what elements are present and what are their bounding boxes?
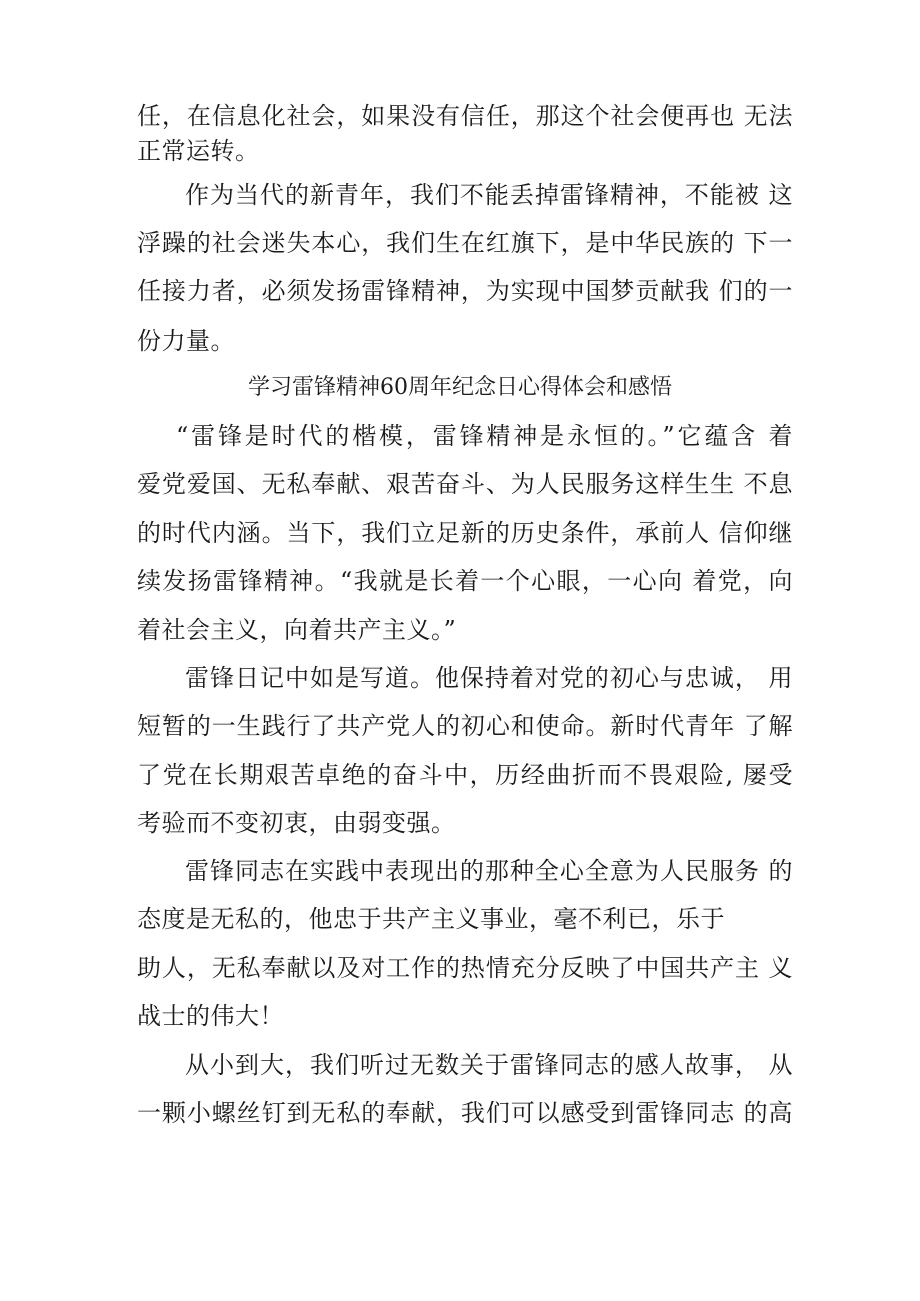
text-line: 态度是无私的，他忠于共产主义事业，毫不利已，乐于	[137, 905, 725, 933]
text-line: 助人，无私奉献以及对工作的热情充分反映了中国共产主 义	[137, 954, 793, 982]
text-line: 战士的伟大！	[137, 1002, 284, 1030]
text-line: 一颗小螺丝钉到无私的奉献，我们可以感受到雷锋同志 的高	[137, 1099, 793, 1127]
text-line: 续发扬雷锋精神。“我就是长着一个心眼，一心向 着党，向	[137, 567, 793, 595]
text-line: 的时代内涵。当下，我们立足新的历史条件，承前人 信仰继	[137, 519, 793, 547]
text-line: 爱党爱国、无私奉献、艰苦奋斗、为人民服务这样生生 不息	[137, 470, 793, 498]
text-line: 浮躁的社会迷失本心，我们生在红旗下，是中华民族的 下一	[137, 229, 793, 257]
text-line: 任接力者，必须发扬雷锋精神，为实现中国梦贡献我 们的一	[137, 277, 793, 305]
text-line: 雷锋同志在实践中表现出的那种全心全意为人民服务 的	[185, 857, 793, 885]
text-line: 考验而不变初衷，由弱变强。	[137, 809, 456, 837]
text-line: 着社会主义，向着共产主义。”	[137, 616, 457, 644]
text-line: 了党在长期艰苦卓绝的奋斗中，历经曲折而不畏艰险, 屡受	[137, 761, 793, 789]
text-line: 从小到大，我们听过无数关于雷锋同志的感人故事， 从	[185, 1051, 793, 1079]
text-line: 短暂的一生践行了共产党人的初心和使命。新时代青年 了解	[137, 712, 793, 740]
text-line: “雷锋是时代的楷模，雷锋精神是永恒的。”它蕴含 着	[176, 422, 793, 450]
section-heading: 学习雷锋精神60周年纪念日心得体会和感悟	[248, 375, 672, 400]
text-line: 任，在信息化社会，如果没有信任，那这个社会便再也 无法	[137, 102, 793, 130]
text-line: 份力量。	[137, 327, 235, 355]
text-line: 作为当代的新青年，我们不能丢掉雷锋精神，不能被 这	[185, 181, 793, 209]
text-line: 雷锋日记中如是写道。他保持着对党的初心与忠诚， 用	[185, 664, 793, 692]
text-line: 正常运转。	[137, 137, 260, 165]
